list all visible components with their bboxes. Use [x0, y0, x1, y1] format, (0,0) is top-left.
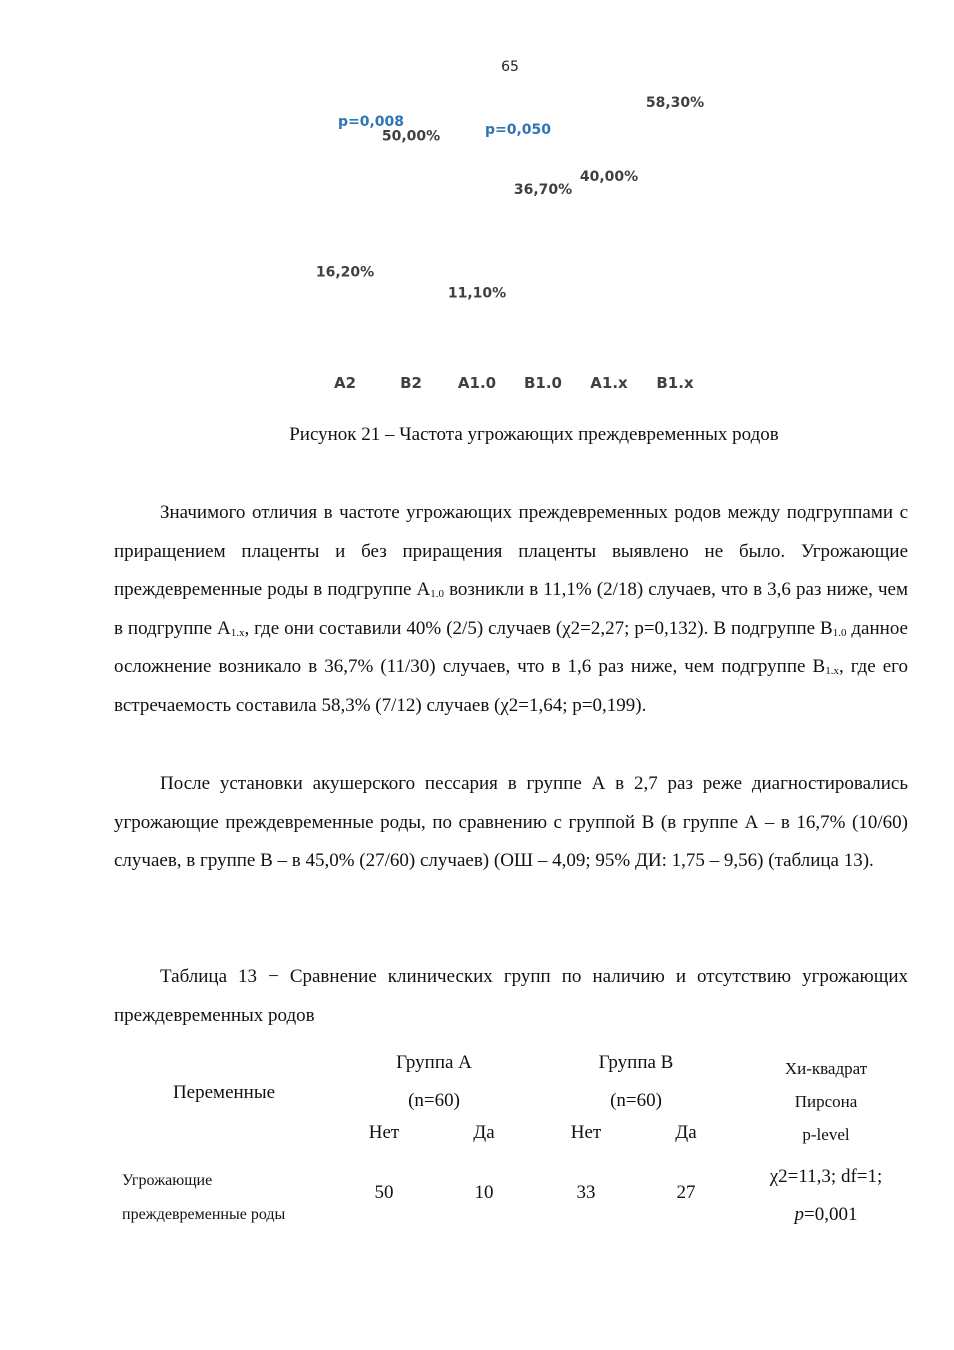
data-label: 50,00% [381, 128, 441, 145]
x-tick-label: B1.x [656, 374, 694, 392]
bar-chart [0, 0, 954, 400]
x-tick-label: B2 [400, 374, 422, 392]
page-number: 65 [501, 59, 519, 75]
header-chi-square: Хи-квадрат Пирсона p-level [784, 1059, 868, 1144]
header-a-no: Нет [368, 1122, 400, 1143]
header-a-yes: Да [473, 1122, 495, 1143]
cell-b-yes: 27 [676, 1182, 696, 1203]
table-title: Таблица 13 − Сравнение клинических групп по наличию и отсутствию угрожающих преждевременных родов [114, 966, 908, 1026]
row-label: Угрожающие преждевременные роды [122, 1172, 286, 1223]
header-b-yes: Да [675, 1122, 697, 1143]
cell-a-no: 50 [374, 1182, 394, 1203]
cell-b-no: 33 [576, 1182, 596, 1203]
header-b-no: Нет [570, 1122, 602, 1143]
header-variables: Переменные [172, 1082, 276, 1103]
data-label: 58,30% [645, 95, 705, 112]
header-group-a: Группа А (n=60) [396, 1052, 472, 1111]
p-value-annotation: p=0,008 [337, 114, 405, 130]
data-label: 11,10% [447, 285, 507, 302]
cell-a-yes: 10 [474, 1182, 494, 1203]
x-tick-label: A1.x [590, 374, 628, 392]
x-tick-label: A1.0 [457, 374, 497, 392]
x-tick-label: A2 [333, 374, 357, 392]
data-label: 16,20% [315, 264, 375, 281]
figure-caption: Рисунок 21 – Частота угрожающих преждевременных родов [289, 424, 779, 445]
x-tick-label: B1.0 [523, 374, 563, 392]
paragraph-1: Значимого отличия в частоте угрожающих преждевременных родов между подгруппами с приращением плаценты и без приращения плаценты выявлено не было. Угрожающие преждевременные роды в подгруппе $А_{1.0}$ возникли в 11,1% (2/18) случаев, что в 3,6 раз ниже, чем в подгруппе $А_{1.x}$, где они составили 40% (2/5) случаев (χ2=2,27; p=0,132). В подгруппе $В_{1.0}$ данное осложнение возникало в 36,7% (11/30) случаев, что в 1,6 раз ниже, чем подгруппе $В_{1.x}$, где его встречаемость составила 58,3% (7/12) случаев (χ2=1,64; p=0,199). [114, 502, 909, 716]
header-group-b: Группа В (n=60) [598, 1052, 674, 1111]
p-value-annotation: p=0,050 [484, 122, 552, 138]
cell-chi-result: χ2=11,3; df=1; p=0,001 [769, 1166, 883, 1225]
paragraph-2: После установки акушерского пессария в группе А в 2,7 раз реже диагностировались угрожающие преждевременные роды, по сравнению с группой В (в группе А – в 16,7% (10/60) случаев, в группе В – в 45,0% (27/60) случаев) (ОШ – 4,09; 95% ДИ: 1,75 – 9,56) (таблица 13). [114, 773, 908, 872]
data-label: 36,70% [513, 182, 573, 199]
data-label: 40,00% [579, 168, 639, 185]
